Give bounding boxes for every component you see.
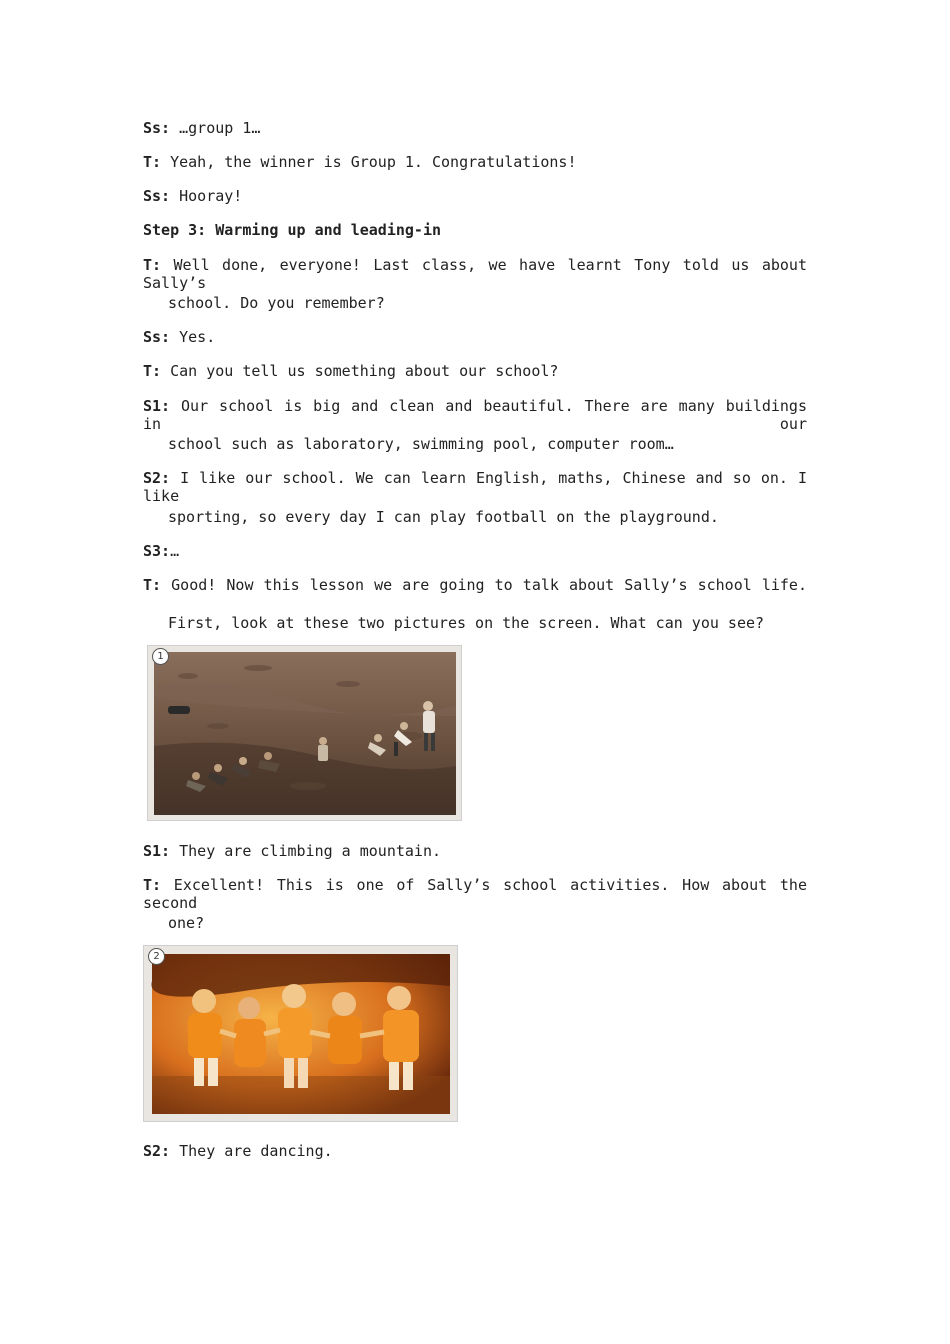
picture-dancing: [143, 945, 458, 1122]
dialogue-line-continuation: school. Do you remember?: [168, 294, 385, 312]
climbing-photo-illustration: [148, 646, 461, 820]
dialogue-line: Ss: Hooray!: [143, 187, 243, 205]
dialogue-line: T: Can you tell us something about our school?: [143, 362, 559, 380]
dialogue-line: S2: I like our school. We can learn English, maths, Chinese and so on. I like: [143, 469, 807, 505]
picture-climbing: [147, 645, 462, 821]
picture-number-badge: 1: [152, 648, 169, 665]
picture-number-badge: 2: [148, 948, 165, 965]
dialogue-line-continuation: sporting, so every day I can play football on the playground.: [168, 508, 719, 526]
dialogue-line: S2: They are dancing.: [143, 1142, 333, 1160]
dialogue-line: T: Well done, everyone! Last class, we have learnt Tony told us about Sally’s: [143, 256, 807, 292]
dialogue-line-continuation: school such as laboratory, swimming pool, computer room…: [168, 435, 674, 453]
dialogue-line: T: Yeah, the winner is Group 1. Congratulations!: [143, 153, 577, 171]
dialogue-line-continuation: First, look at these two pictures on the screen. What can you see?: [168, 614, 765, 632]
dialogue-line: Ss: Yes.: [143, 328, 216, 346]
section-heading: Step 3: Warming up and leading-in: [143, 221, 442, 239]
dialogue-line-continuation: one?: [168, 914, 205, 932]
dialogue-line: S3:…: [143, 542, 180, 560]
dialogue-line: S1: They are climbing a mountain.: [143, 842, 442, 860]
dialogue-line: Ss: …group 1…: [143, 119, 261, 137]
dialogue-line: T: Excellent! This is one of Sally’s school activities. How about the second: [143, 876, 807, 912]
dialogue-line: S1: Our school is big and clean and beautiful. There are many buildings in our: [143, 397, 807, 433]
dancing-photo-illustration: [144, 946, 457, 1121]
dialogue-line: T: Good! Now this lesson we are going to talk about Sally’s school life.: [143, 576, 807, 594]
